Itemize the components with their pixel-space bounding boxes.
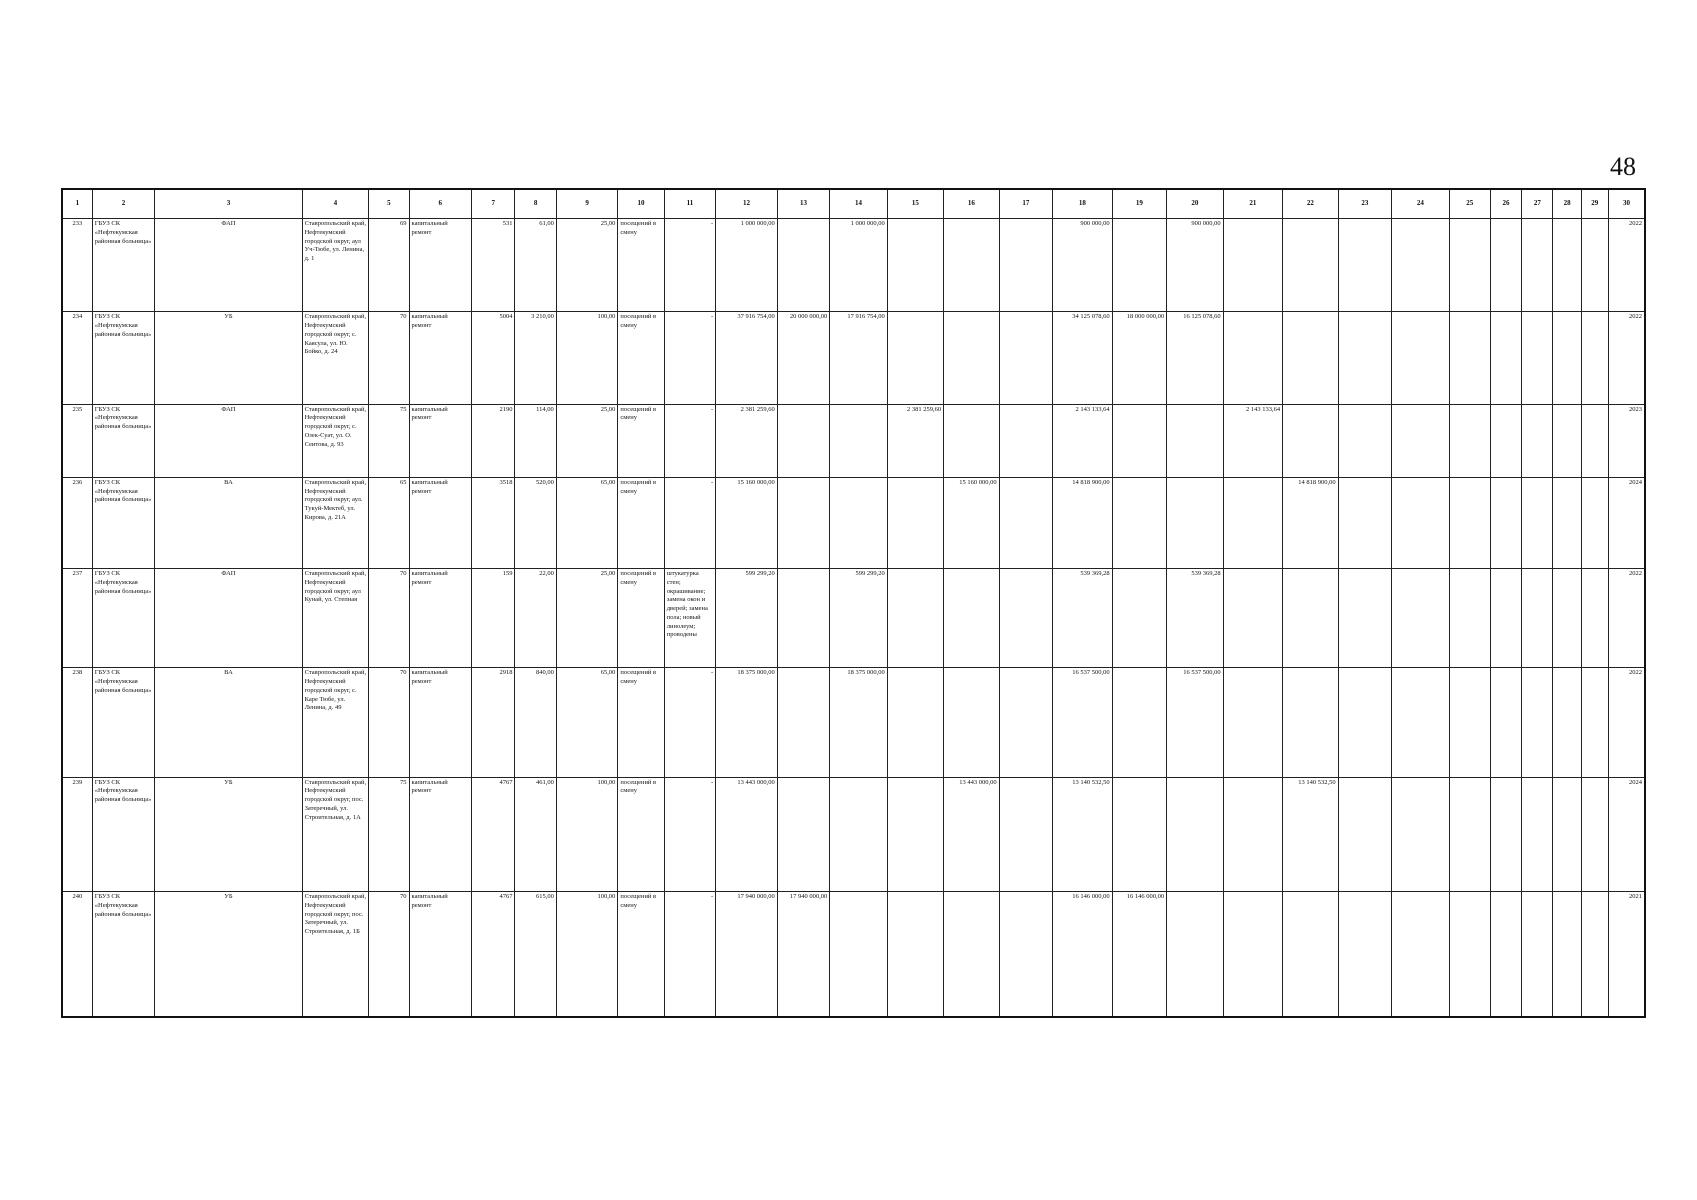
unit-cell: посещений в смену [618,404,664,477]
address-cell: Ставропольский край, Нефтекумский городской округ, с. Каясула, ул. Ю. Бойко, д. 24 [302,312,369,404]
capacity-cell: 65,00 [556,668,618,777]
empty-cell [1392,892,1450,1017]
col-header: 6 [409,189,472,219]
year-cell: 2023 [1608,404,1645,477]
table-row [62,668,1645,777]
amount-cell [999,219,1052,312]
type-cell: УБ [155,777,302,891]
amount-cell: 17 940 000,00 [777,892,829,1017]
col-header: 12 [716,189,778,219]
empty-cell [1553,668,1581,777]
amount-cell [887,668,943,777]
amount-cell [999,668,1052,777]
amount-cell [1223,477,1283,568]
empty-cell [1522,312,1553,404]
year-cell: 2024 [1608,777,1645,891]
work-type-cell: капитальный ремонт [409,668,472,777]
col-header: 25 [1449,189,1490,219]
unit-cell: посещений в смену [618,477,664,568]
amount-cell: 13 443 000,00 [716,777,778,891]
empty-cell [1490,219,1521,312]
area-cell: 615,00 [515,892,556,1017]
amount-cell [887,477,943,568]
type-cell: ФАП [155,219,302,312]
amount-cell: 18 375 000,00 [830,668,888,777]
empty-cell [1449,777,1490,891]
empty-cell [1338,219,1391,312]
institution-cell: ГБУЗ СК «Нефтекумская районная больница» [92,668,155,777]
address-cell: Ставропольский край, Нефтекумский городской округ, аул Кунай, ул. Степная [302,569,369,668]
amount-cell [944,312,999,404]
type-cell: УБ [155,892,302,1017]
unit-cell: посещений в смену [618,668,664,777]
empty-cell [1449,569,1490,668]
amount-cell: 13 140 532,50 [1283,777,1338,891]
value-cell: 3518 [472,477,515,568]
amount-cell: 16 146 000,00 [1112,892,1166,1017]
col-header: 21 [1223,189,1283,219]
institution-cell: ГБУЗ СК «Нефтекумская районная больница» [92,477,155,568]
value-cell: 531 [472,219,515,312]
empty-cell [1490,404,1521,477]
amount-cell: 16 125 078,60 [1167,312,1223,404]
amount-cell [1112,219,1166,312]
table-row [62,219,1645,312]
unit-cell: посещений в смену [618,219,664,312]
amount-cell: 2 143 133,64 [1223,404,1283,477]
empty-cell [1553,892,1581,1017]
amount-cell: 539 369,28 [1053,569,1113,668]
col-header: 2 [92,189,155,219]
amount-cell: 15 160 000,00 [716,477,778,568]
amount-cell [830,404,888,477]
empty-cell [1490,477,1521,568]
unit-cell: посещений в смену [618,569,664,668]
row-number: 237 [62,569,92,668]
amount-cell [1223,219,1283,312]
wear-cell: 70 [369,892,409,1017]
amount-cell [1283,219,1338,312]
address-cell: Ставропольский край, Нефтекумский городской округ, пос. Затеречный, ул. Строительная, д. 1Б [302,892,369,1017]
amount-cell: 17 916 754,00 [830,312,888,404]
amount-cell: 2 143 133,64 [1053,404,1113,477]
empty-cell [1338,312,1391,404]
row-number: 240 [62,892,92,1017]
empty-cell [1338,668,1391,777]
col-header: 11 [664,189,715,219]
wear-cell: 75 [369,404,409,477]
empty-cell [1392,219,1450,312]
type-cell: ФАП [155,569,302,668]
col-header: 15 [887,189,943,219]
empty-cell [1581,892,1608,1017]
empty-cell [1338,777,1391,891]
amount-cell [777,404,829,477]
amount-cell [999,312,1052,404]
works-cell: - [664,777,715,891]
empty-cell [1338,892,1391,1017]
col-header: 17 [999,189,1052,219]
col-header: 26 [1490,189,1521,219]
empty-cell [1449,404,1490,477]
col-header: 18 [1053,189,1113,219]
header-row [62,189,1645,219]
amount-cell: 34 125 078,60 [1053,312,1113,404]
row-number: 235 [62,404,92,477]
empty-cell [1522,892,1553,1017]
year-cell: 2022 [1608,219,1645,312]
type-cell: УБ [155,312,302,404]
amount-cell: 16 146 000,00 [1053,892,1113,1017]
amount-cell: 18 000 000,00 [1112,312,1166,404]
year-cell: 2022 [1608,668,1645,777]
institution-cell: ГБУЗ СК «Нефтекумская районная больница» [92,312,155,404]
type-cell: ВА [155,668,302,777]
col-header: 27 [1522,189,1553,219]
amount-cell [999,404,1052,477]
empty-cell [1392,569,1450,668]
col-header: 14 [830,189,888,219]
amount-cell: 16 537 500,00 [1053,668,1113,777]
work-type-cell: капитальный ремонт [409,892,472,1017]
amount-cell: 2 381 259,60 [716,404,778,477]
empty-cell [1449,892,1490,1017]
unit-cell: посещений в смену [618,777,664,891]
empty-cell [1449,477,1490,568]
empty-cell [1449,668,1490,777]
works-cell: - [664,404,715,477]
amount-cell [1283,668,1338,777]
col-header: 7 [472,189,515,219]
institution-cell: ГБУЗ СК «Нефтекумская районная больница» [92,404,155,477]
amount-cell [777,477,829,568]
amount-cell: 2 381 259,60 [887,404,943,477]
amount-cell: 900 000,00 [1053,219,1113,312]
address-cell: Ставропольский край, Нефтекумский городской округ, с. Озек-Суат, ул. О. Сеитова, д. 93 [302,404,369,477]
value-cell: 2918 [472,668,515,777]
empty-cell [1553,569,1581,668]
works-cell: - [664,477,715,568]
area-cell: 114,00 [515,404,556,477]
capacity-cell: 25,00 [556,219,618,312]
table-row [62,569,1645,668]
amount-cell [999,777,1052,891]
institution-cell: ГБУЗ СК «Нефтекумская районная больница» [92,777,155,891]
work-type-cell: капитальный ремонт [409,219,472,312]
col-header: 13 [777,189,829,219]
table-row [62,404,1645,477]
wear-cell: 69 [369,219,409,312]
value-cell: 4767 [472,777,515,891]
page-number: 48 [1610,152,1636,181]
col-header: 8 [515,189,556,219]
empty-cell [1553,777,1581,891]
amount-cell [887,892,943,1017]
area-cell: 22,00 [515,569,556,668]
institution-cell: ГБУЗ СК «Нефтекумская районная больница» [92,569,155,668]
work-type-cell: капитальный ремонт [409,569,472,668]
wear-cell: 70 [369,668,409,777]
empty-cell [1490,777,1521,891]
amount-cell [1167,892,1223,1017]
value-cell: 4767 [472,892,515,1017]
amount-cell [1167,777,1223,891]
amount-cell [999,477,1052,568]
value-cell: 159 [472,569,515,668]
area-cell: 461,00 [515,777,556,891]
year-cell: 2021 [1608,892,1645,1017]
works-cell: - [664,219,715,312]
table-row [62,312,1645,404]
empty-cell [1338,477,1391,568]
amount-cell [887,777,943,891]
year-cell: 2022 [1608,569,1645,668]
amount-cell [1167,477,1223,568]
col-header: 1 [62,189,92,219]
empty-cell [1392,404,1450,477]
amount-cell: 1 000 000,00 [830,219,888,312]
amount-cell: 14 818 900,00 [1053,477,1113,568]
amount-cell [830,777,888,891]
amount-cell [1112,404,1166,477]
empty-cell [1490,312,1521,404]
capacity-cell: 100,00 [556,892,618,1017]
work-type-cell: капитальный ремонт [409,312,472,404]
area-cell: 61,00 [515,219,556,312]
table-row [62,477,1645,568]
amount-cell [1112,777,1166,891]
amount-cell [1223,892,1283,1017]
amount-cell: 1 000 000,00 [716,219,778,312]
row-number: 236 [62,477,92,568]
col-header: 10 [618,189,664,219]
empty-cell [1449,219,1490,312]
empty-cell [1581,404,1608,477]
empty-cell [1490,569,1521,668]
capacity-cell: 100,00 [556,777,618,891]
col-header: 30 [1608,189,1645,219]
address-cell: Ставропольский край, Нефтекумский городской округ, аул Уч-Тюбе, ул. Ленина, д. 1 [302,219,369,312]
amount-cell [777,668,829,777]
amount-cell [1223,312,1283,404]
amount-cell: 599 299,20 [716,569,778,668]
amount-cell [1223,569,1283,668]
empty-cell [1522,777,1553,891]
amount-cell [1283,892,1338,1017]
wear-cell: 70 [369,569,409,668]
empty-cell [1522,477,1553,568]
col-header: 20 [1167,189,1223,219]
capacity-cell: 25,00 [556,569,618,668]
works-cell: - [664,312,715,404]
capacity-cell: 25,00 [556,404,618,477]
row-number: 239 [62,777,92,891]
amount-cell [777,219,829,312]
amount-cell [830,477,888,568]
empty-cell [1392,777,1450,891]
amount-cell [1223,668,1283,777]
empty-cell [1338,404,1391,477]
address-cell: Ставропольский край, Нефтекумский городской округ, с. Каре Тюбе, ул. Ленина, д. 49 [302,668,369,777]
empty-cell [1581,777,1608,891]
amount-cell: 37 916 754,00 [716,312,778,404]
amount-cell [777,777,829,891]
empty-cell [1553,219,1581,312]
amount-cell [944,404,999,477]
works-cell: - [664,668,715,777]
row-number: 238 [62,668,92,777]
amount-cell [944,668,999,777]
amount-cell [777,569,829,668]
area-cell: 520,00 [515,477,556,568]
value-cell: 2190 [472,404,515,477]
amount-cell [1283,312,1338,404]
empty-cell [1490,668,1521,777]
col-header: 22 [1283,189,1338,219]
wear-cell: 70 [369,312,409,404]
col-header: 24 [1392,189,1450,219]
amount-cell [1112,477,1166,568]
col-header: 5 [369,189,409,219]
col-header: 28 [1553,189,1581,219]
type-cell: ВА [155,477,302,568]
empty-cell [1581,569,1608,668]
col-header: 9 [556,189,618,219]
empty-cell [1392,477,1450,568]
data-table [61,188,1646,1018]
table-row [62,777,1645,891]
empty-cell [1522,219,1553,312]
empty-cell [1581,477,1608,568]
amount-cell [1167,404,1223,477]
amount-cell: 17 940 000,00 [716,892,778,1017]
amount-cell [999,892,1052,1017]
unit-cell: посещений в смену [618,312,664,404]
institution-cell: ГБУЗ СК «Нефтекумская районная больница» [92,219,155,312]
empty-cell [1581,312,1608,404]
col-header: 4 [302,189,369,219]
empty-cell [1490,892,1521,1017]
amount-cell: 20 000 000,00 [777,312,829,404]
col-header: 19 [1112,189,1166,219]
address-cell: Ставропольский край, Нефтекумский городской округ, пос. Затеречный, ул. Строительная, д. 1А [302,777,369,891]
area-cell: 3 210,00 [515,312,556,404]
type-cell: ФАП [155,404,302,477]
col-header: 29 [1581,189,1608,219]
amount-cell [1112,668,1166,777]
amount-cell: 13 140 532,50 [1053,777,1113,891]
empty-cell [1522,404,1553,477]
empty-cell [1522,569,1553,668]
empty-cell [1553,312,1581,404]
amount-cell: 599 299,20 [830,569,888,668]
year-cell: 2022 [1608,312,1645,404]
empty-cell [1392,312,1450,404]
table-row [62,892,1645,1017]
capacity-cell: 65,00 [556,477,618,568]
amount-cell: 14 818 900,00 [1283,477,1338,568]
works-cell: штукатурка стен; окрашивание; замена окон и дверей; замена пола; новый линолеум; проводены [664,569,715,668]
amount-cell [1223,777,1283,891]
area-cell: 840,00 [515,668,556,777]
empty-cell [1522,668,1553,777]
amount-cell [1112,569,1166,668]
empty-cell [1392,668,1450,777]
col-header: 3 [155,189,302,219]
amount-cell [944,892,999,1017]
work-type-cell: капитальный ремонт [409,777,472,891]
address-cell: Ставропольский край, Нефтекумский городской округ, аул. Тукуй-Мектеб, ул. Кирова, д. 21А [302,477,369,568]
work-type-cell: капитальный ремонт [409,404,472,477]
empty-cell [1449,312,1490,404]
amount-cell: 539 369,28 [1167,569,1223,668]
wear-cell: 75 [369,777,409,891]
empty-cell [1338,569,1391,668]
row-number: 233 [62,219,92,312]
amount-cell: 16 537 500,00 [1167,668,1223,777]
wear-cell: 65 [369,477,409,568]
row-number: 234 [62,312,92,404]
amount-cell: 900 000,00 [1167,219,1223,312]
works-cell: - [664,892,715,1017]
year-cell: 2024 [1608,477,1645,568]
amount-cell [1283,404,1338,477]
col-header: 16 [944,189,999,219]
unit-cell: посещений в смену [618,892,664,1017]
empty-cell [1581,219,1608,312]
amount-cell [887,312,943,404]
amount-cell [944,219,999,312]
amount-cell: 15 160 000,00 [944,477,999,568]
amount-cell [887,569,943,668]
amount-cell [887,219,943,312]
institution-cell: ГБУЗ СК «Нефтекумская районная больница» [92,892,155,1017]
value-cell: 5004 [472,312,515,404]
empty-cell [1553,404,1581,477]
capacity-cell: 100,00 [556,312,618,404]
col-header: 23 [1338,189,1391,219]
amount-cell [944,569,999,668]
amount-cell [999,569,1052,668]
amount-cell: 13 443 000,00 [944,777,999,891]
empty-cell [1581,668,1608,777]
empty-cell [1553,477,1581,568]
work-type-cell: капитальный ремонт [409,477,472,568]
amount-cell: 18 375 000,00 [716,668,778,777]
amount-cell [830,892,888,1017]
amount-cell [1283,569,1338,668]
